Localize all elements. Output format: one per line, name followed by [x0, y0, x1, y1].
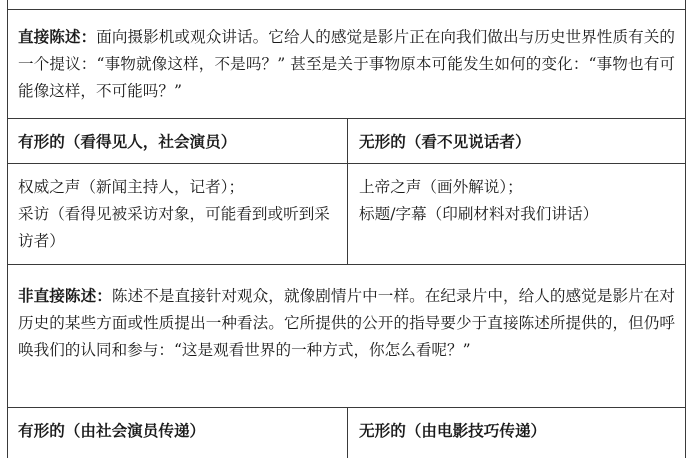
indirect-address-header-row — [8, 408, 685, 458]
direct-visible-header: 有形的（看得见人，社会演员） — [18, 132, 237, 151]
indirect-address-text: 陈述不是直接针对观众，就像剧情片中一样。在纪录片中，给人的感觉是影片在对历史的某些方面或性质提出一种看法。它所提供的公开的指导要少于直接陈述所提供的，但仍呼唤我们的认同和参与：“这是观看世界的一种方式，你怎么看呢？” — [18, 287, 675, 359]
direct-invisible-header-cell — [348, 119, 685, 163]
direct-visible-item: 权威之声（新闻主持人，记者）； — [18, 178, 245, 196]
direct-address-items-row — [8, 164, 685, 265]
comparison-table — [7, 0, 686, 458]
direct-visible-item: 采访（看得见被采访对象，可能看到或听到采访者） — [18, 205, 330, 250]
direct-address-description — [8, 9, 685, 119]
direct-address-lead: 直接陈述： — [18, 27, 97, 46]
direct-address-header-row — [8, 119, 685, 164]
direct-visible-items-cell — [8, 164, 348, 264]
indirect-invisible-header: 无形的（由电影技巧传递） — [359, 421, 547, 440]
indirect-invisible-header-cell — [348, 408, 685, 458]
direct-address-text: 面向摄影机或观众讲话。它给人的感觉是影片正在向我们做出与历史世界性质有关的一个提议：“事物就像这样，不是吗？” 甚至是关于事物原本可能发生如何的变化：“事物也有可能像这样，不可能吗？” — [18, 28, 675, 100]
direct-invisible-items-cell — [348, 164, 685, 264]
direct-invisible-header: 无形的（看不见说话者） — [359, 132, 531, 151]
direct-visible-header-cell — [8, 119, 348, 163]
indirect-address-lead: 非直接陈述： — [18, 286, 112, 305]
direct-invisible-item: 上帝之声（画外解说）； — [359, 178, 523, 196]
indirect-address-description — [8, 265, 685, 408]
indirect-visible-header-cell — [8, 408, 348, 458]
direct-invisible-item: 标题/字幕（印刷材料对我们讲话） — [359, 205, 599, 223]
indirect-visible-header: 有形的（由社会演员传递） — [18, 421, 206, 440]
